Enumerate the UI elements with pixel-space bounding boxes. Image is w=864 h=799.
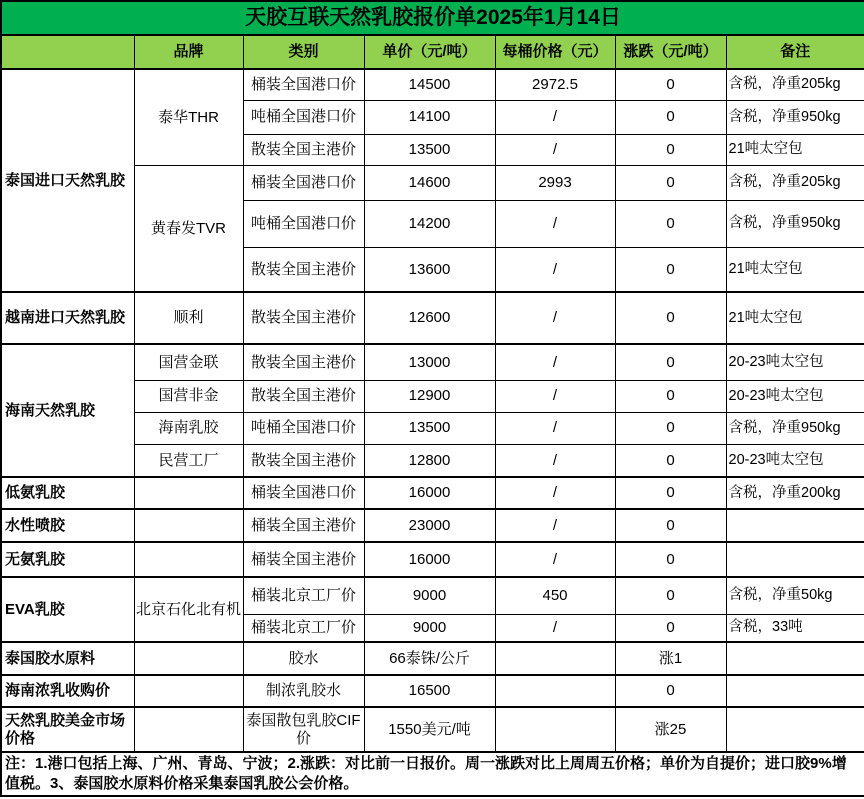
change-cell: 0 bbox=[615, 247, 726, 292]
category-cell: 吨桶全国港口价 bbox=[243, 200, 364, 247]
barrel-price-cell: / bbox=[495, 247, 615, 292]
group-cell: 越南进口天然乳胶 bbox=[1, 292, 134, 344]
category-cell: 吨桶全国港口价 bbox=[243, 412, 364, 444]
table-row bbox=[1, 292, 864, 344]
unit-price-cell: 9000 bbox=[364, 614, 495, 642]
barrel-price-cell bbox=[495, 675, 615, 707]
unit-price-cell: 16000 bbox=[364, 477, 495, 509]
remark-cell: 含税，33吨 bbox=[726, 614, 864, 642]
group-cell: 泰国进口天然乳胶 bbox=[1, 69, 134, 292]
remark-cell: 20-23吨太空包 bbox=[726, 344, 864, 380]
group-cell: 水性喷胶 bbox=[1, 509, 134, 542]
brand-cell: 泰华THR bbox=[134, 69, 243, 165]
change-cell: 0 bbox=[615, 577, 726, 614]
sheet-title: 天胶互联天然乳胶报价单2025年1月14日 bbox=[1, 1, 864, 35]
unit-price-cell: 9000 bbox=[364, 577, 495, 614]
group-cell: 天然乳胶美金市场价格 bbox=[1, 707, 134, 752]
table-row bbox=[1, 509, 864, 542]
unit-price-cell: 14600 bbox=[364, 165, 495, 200]
brand-cell bbox=[134, 542, 243, 577]
change-cell: 0 bbox=[615, 614, 726, 642]
change-cell: 0 bbox=[615, 412, 726, 444]
table-row bbox=[1, 675, 864, 707]
category-cell: 桶装全国主港价 bbox=[243, 542, 364, 577]
change-cell: 0 bbox=[615, 100, 726, 134]
unit-price-cell: 12900 bbox=[364, 380, 495, 412]
unit-price-cell: 13500 bbox=[364, 412, 495, 444]
remark-cell: 21吨太空包 bbox=[726, 134, 864, 165]
remark-cell: 20-23吨太空包 bbox=[726, 380, 864, 412]
change-cell: 0 bbox=[615, 292, 726, 344]
unit-price-cell: 16500 bbox=[364, 675, 495, 707]
change-cell: 涨1 bbox=[615, 642, 726, 675]
remark-cell: 含税，净重950kg bbox=[726, 412, 864, 444]
group-cell: EVA乳胶 bbox=[1, 577, 134, 642]
category-cell: 散装全国主港价 bbox=[243, 134, 364, 165]
unit-price-cell: 14200 bbox=[364, 200, 495, 247]
unit-price-cell: 14500 bbox=[364, 69, 495, 100]
brand-cell: 顺利 bbox=[134, 292, 243, 344]
change-cell: 0 bbox=[615, 200, 726, 247]
brand-cell bbox=[134, 707, 243, 752]
category-cell: 散装全国主港价 bbox=[243, 380, 364, 412]
category-cell: 胶水 bbox=[243, 642, 364, 675]
change-cell: 0 bbox=[615, 344, 726, 380]
change-cell: 0 bbox=[615, 444, 726, 477]
barrel-price-cell: 2993 bbox=[495, 165, 615, 200]
brand-cell bbox=[134, 675, 243, 707]
change-cell: 0 bbox=[615, 165, 726, 200]
barrel-price-cell: / bbox=[495, 444, 615, 477]
remark-cell: 含税，净重50kg bbox=[726, 577, 864, 614]
brand-cell: 黄春发TVR bbox=[134, 165, 243, 292]
unit-price-cell: 13000 bbox=[364, 344, 495, 380]
footnote: 注：1.港口包括上海、广州、青岛、宁波；2.涨跌：对比前一日报价。周一涨跌对比上周周五价格；单价为自提价；进口胶9%增值税。3、泰国胶水原料价格采集泰国乳胶公会价格。 bbox=[1, 752, 864, 796]
barrel-price-cell bbox=[495, 707, 615, 752]
category-cell: 泰国散包乳胶CIF价 bbox=[243, 707, 364, 752]
group-cell: 海南天然乳胶 bbox=[1, 344, 134, 477]
remark-cell: 21吨太空包 bbox=[726, 292, 864, 344]
change-cell: 0 bbox=[615, 134, 726, 165]
barrel-price-cell: / bbox=[495, 614, 615, 642]
col-header-group bbox=[1, 35, 134, 69]
remark-cell: 含税，净重950kg bbox=[726, 200, 864, 247]
table-row bbox=[1, 707, 864, 752]
group-cell: 海南浓乳收购价 bbox=[1, 675, 134, 707]
table-row bbox=[1, 642, 864, 675]
brand-cell bbox=[134, 477, 243, 509]
unit-price-cell: 23000 bbox=[364, 509, 495, 542]
brand-cell: 国营金联 bbox=[134, 344, 243, 380]
remark-cell bbox=[726, 542, 864, 577]
table-row bbox=[1, 69, 864, 100]
brand-cell: 北京石化北有机 bbox=[134, 577, 243, 642]
barrel-price-cell: 2972.5 bbox=[495, 69, 615, 100]
category-cell: 桶装全国港口价 bbox=[243, 477, 364, 509]
unit-price-cell: 13500 bbox=[364, 134, 495, 165]
category-cell: 桶装全国主港价 bbox=[243, 509, 364, 542]
category-cell: 散装全国主港价 bbox=[243, 292, 364, 344]
remark-cell bbox=[726, 675, 864, 707]
unit-price-cell: 12600 bbox=[364, 292, 495, 344]
brand-cell bbox=[134, 642, 243, 675]
brand-cell: 国营非金 bbox=[134, 380, 243, 412]
change-cell: 0 bbox=[615, 380, 726, 412]
group-cell: 无氨乳胶 bbox=[1, 542, 134, 577]
category-cell: 桶装北京工厂价 bbox=[243, 614, 364, 642]
col-header-brand: 品牌 bbox=[134, 35, 243, 69]
barrel-price-cell: / bbox=[495, 542, 615, 577]
category-cell: 桶装北京工厂价 bbox=[243, 577, 364, 614]
remark-cell bbox=[726, 509, 864, 542]
change-cell: 涨25 bbox=[615, 707, 726, 752]
brand-cell: 海南乳胶 bbox=[134, 412, 243, 444]
unit-price-cell: 12800 bbox=[364, 444, 495, 477]
table-row bbox=[1, 344, 864, 380]
change-cell: 0 bbox=[615, 509, 726, 542]
remark-cell bbox=[726, 642, 864, 675]
category-cell: 散装全国主港价 bbox=[243, 247, 364, 292]
unit-price-cell: 13600 bbox=[364, 247, 495, 292]
group-cell: 泰国胶水原料 bbox=[1, 642, 134, 675]
change-cell: 0 bbox=[615, 69, 726, 100]
table-row bbox=[1, 577, 864, 614]
category-cell: 吨桶全国港口价 bbox=[243, 100, 364, 134]
brand-cell bbox=[134, 509, 243, 542]
barrel-price-cell: / bbox=[495, 412, 615, 444]
col-header-change: 涨跌（元/吨） bbox=[615, 35, 726, 69]
barrel-price-cell: / bbox=[495, 134, 615, 165]
category-cell: 散装全国主港价 bbox=[243, 344, 364, 380]
remark-cell: 含税，净重205kg bbox=[726, 69, 864, 100]
change-cell: 0 bbox=[615, 675, 726, 707]
remark-cell: 21吨太空包 bbox=[726, 247, 864, 292]
col-header-barrel-price: 每桶价格（元） bbox=[495, 35, 615, 69]
remark-cell bbox=[726, 707, 864, 752]
barrel-price-cell: / bbox=[495, 292, 615, 344]
brand-cell: 民营工厂 bbox=[134, 444, 243, 477]
category-cell: 制浓乳胶水 bbox=[243, 675, 364, 707]
group-cell: 低氨乳胶 bbox=[1, 477, 134, 509]
col-header-remark: 备注 bbox=[726, 35, 864, 69]
barrel-price-cell: / bbox=[495, 477, 615, 509]
barrel-price-cell: 450 bbox=[495, 577, 615, 614]
col-header-category: 类别 bbox=[243, 35, 364, 69]
category-cell: 桶装全国港口价 bbox=[243, 165, 364, 200]
table-row bbox=[1, 477, 864, 509]
col-header-unit-price: 单价（元/吨） bbox=[364, 35, 495, 69]
table-row bbox=[1, 542, 864, 577]
barrel-price-cell bbox=[495, 642, 615, 675]
change-cell: 0 bbox=[615, 477, 726, 509]
category-cell: 桶装全国港口价 bbox=[243, 69, 364, 100]
unit-price-cell: 16000 bbox=[364, 542, 495, 577]
unit-price-cell: 14100 bbox=[364, 100, 495, 134]
barrel-price-cell: / bbox=[495, 509, 615, 542]
barrel-price-cell: / bbox=[495, 344, 615, 380]
remark-cell: 20-23吨太空包 bbox=[726, 444, 864, 477]
remark-cell: 含税，净重950kg bbox=[726, 100, 864, 134]
unit-price-cell: 66泰铢/公斤 bbox=[364, 642, 495, 675]
category-cell: 散装全国主港价 bbox=[243, 444, 364, 477]
change-cell: 0 bbox=[615, 542, 726, 577]
remark-cell: 含税，净重205kg bbox=[726, 165, 864, 200]
remark-cell: 含税，净重200kg bbox=[726, 477, 864, 509]
barrel-price-cell: / bbox=[495, 380, 615, 412]
barrel-price-cell: / bbox=[495, 200, 615, 247]
unit-price-cell: 1550美元/吨 bbox=[364, 707, 495, 752]
barrel-price-cell: / bbox=[495, 100, 615, 134]
